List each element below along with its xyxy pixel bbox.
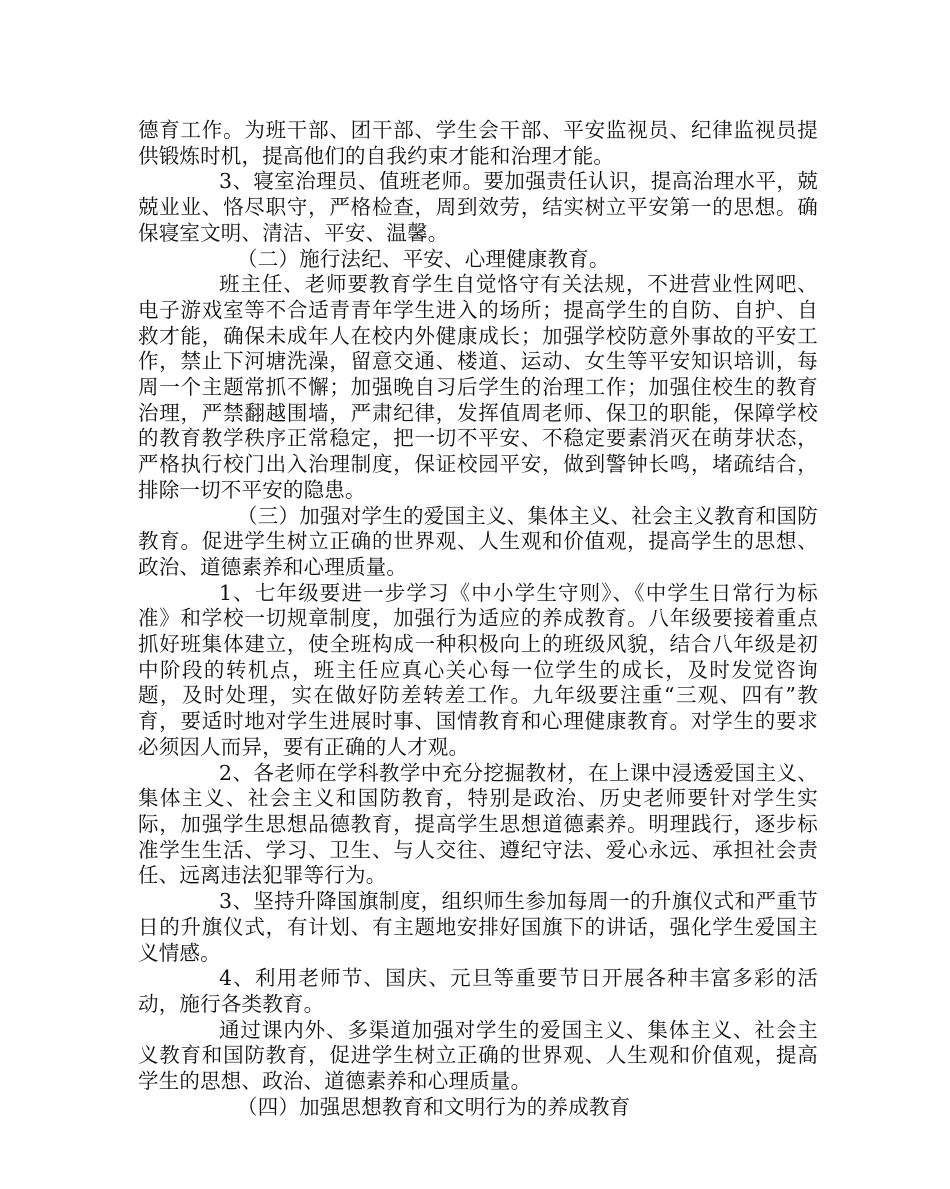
paragraph-safety-education: 班主任、老师要教育学生自觉恪守有关法规，不进营业性网吧、电子游戏室等不合适青青年学生进入的场所；提高学生的自防、自护、自救才能，确保未成年人在校内外健康成长；加强学校防意外事故的平安工作，禁止下河塘洗澡，留意交通、楼道、运动、女生等平安知识培训，每周一个主题常抓不懈；加强晚自习后学生的治理工作；加强住校生的教育治理，严禁翻越围墙，严肃纪律，发挥值周老师、保卫的职能，保障学校的教育教学秩序正常稳定，把一切不平安、不稳定要素消灭在萌芽状态，严格执行校门出入治理制度，保证校园平安，做到警钟长鸣，堵疏结合，排除一切不平安的隐患。 (138, 272, 818, 502)
paragraph-summary: 通过课内外、多渠道加强对学生的爱国主义、集体主义、社会主义教育和国防教育，促进学生树立正确的世界观、人生观和价值观，提高学生的思想、政治、道德素养和心理质量。 (138, 1017, 818, 1094)
paragraph-grade-education: 1、七年级要进一步学习《中小学生守则》、《中学生日常行为标准》和学校一切规章制度，加强行为适应的养成教育。八年级要接着重点抓好班集体建立，使全班构成一种积极向上的班级风貌，结合八年级是初中阶段的转机点，班主任应真心关心每一位学生的成长，及时发觉咨询题，及时处理，实在做好防差转差工作。九年级要注重“三观、四有”教育，要适时地对学生进展时事、国情教育和心理健康教育。对学生的要求必须因人而异，要有正确的人才观。 (138, 580, 818, 759)
paragraph-subject-teaching: 2、各老师在学科教学中充分挖掘教材，在上课中浸透爱国主义、集体主义、社会主义和国防教育，特别是政治、历史老师要针对学生实际，加强学生思想品德教育，提高学生思想道德素养。明理践行，逐步标准学生生活、学习、卫生、与人交往、遵纪守法、爱心永远、承担社会责任、远离违法犯罪等行为。 (138, 760, 818, 888)
paragraph-moral-work-continuation: 德育工作。为班干部、团干部、学生会干部、平安监视员、纪律监视员提供锻炼时机，提高他们的自我约束才能和治理才能。 (138, 118, 818, 168)
heading-section-2: （二）施行法纪、平安、心理健康教育。 (237, 246, 610, 271)
paragraph-dorm-managers: 3、寝室治理员、值班老师。要加强责任认识，提高治理水平，兢兢业业、恪尽职守，严格检查，周到效劳，结实树立平安第一的思想。确保寝室文明、清洁、平安、温馨。 (138, 169, 818, 245)
paragraph-holiday-activities: 4、利用老师节、国庆、元旦等重要节日开展各种丰富多彩的活动，施行各类教育。 (138, 966, 818, 1016)
document-page (138, 118, 818, 1120)
heading-section-4: （四）加强思想教育和文明行为的养成教育 (237, 1094, 631, 1119)
heading-section-3: （三）加强对学生的爱国主义、集体主义、社会主义教育和国防教育。促进学生树立正确的世界观、人生观和价值观，提高学生的思想、政治、道德素养和心理质量。 (138, 503, 818, 579)
paragraph-flag-ceremony: 3、坚持升降国旗制度，组织师生参加每周一的升旗仪式和严重节日的升旗仪式，有计划、有主题地安排好国旗下的讲话，强化学生爱国主义情感。 (138, 889, 818, 965)
